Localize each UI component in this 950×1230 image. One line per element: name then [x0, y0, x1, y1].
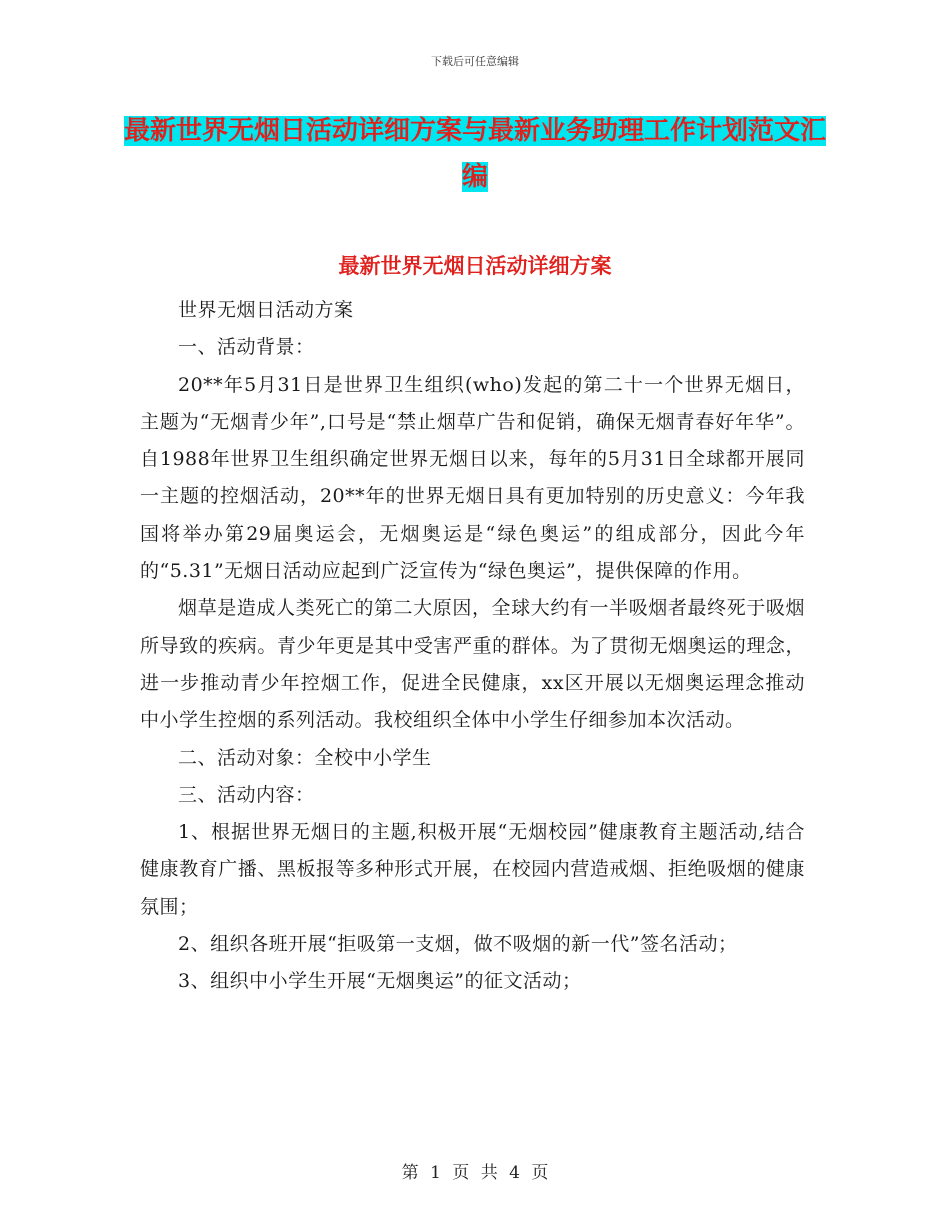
- page-number: 第 1 页 共 4 页: [401, 1163, 549, 1183]
- paragraph: 二、活动对象：全校中小学生: [178, 746, 432, 769]
- paragraph: 1、根据世界无烟日的主题,积极开展“无烟校园”健康教育主题活动,结合健康教育广播、黑板报等多种形式开展，在校园内营造戒烟、拒绝吸烟的健康氛围；: [140, 821, 805, 918]
- header-note: 下载后可任意编辑: [431, 55, 519, 68]
- section-title: 最新世界无烟日活动详细方案: [338, 253, 612, 278]
- document-title-text: 最新世界无烟日活动详细方案与最新业务助理工作计划范文汇编: [123, 116, 826, 192]
- paragraph: 世界无烟日活动方案: [178, 299, 354, 321]
- paragraph: 3、组织中小学生开展“无烟奥运”的征文活动；: [178, 970, 582, 993]
- document-body: [140, 292, 805, 1001]
- paragraph: 一、活动背景：: [178, 336, 315, 359]
- paragraph: 2、组织各班开展“拒吸第一支烟，做不吸烟的新一代”签名活动；: [178, 933, 738, 956]
- paragraph: 三、活动内容：: [178, 783, 315, 806]
- document-title: [120, 108, 830, 200]
- paragraph: 烟草是造成人类死亡的第二大原因，全球大约有一半吸烟者最终死于吸烟所导致的疾病。青少年更是其中受害严重的群体。为了贯彻无烟奥运的理念，进一步推动青少年控烟工作，促进全民健康，xx区开展以无烟奥运理念推动中小学生控烟的系列活动。我校组织全体中小学生仔细参加本次活动。: [140, 597, 805, 732]
- paragraph: 20**年5月31日是世界卫生组织(who)发起的第二十一个世界无烟日，主题为“无烟青少年”,口号是“禁止烟草广告和促销，确保无烟青春好年华”。 自1988年世界卫生组织确定世界无烟日以来，每年的5月31日全球都开展同一主题的控烟活动，20**年的世界无烟日具有更加特别的历史意义：今年我国将举办第29届奥运会，无烟奥运是“绿色奥运”的组成部分，因此今年的“5.31”无烟日活动应起到广泛宣传为“绿色奥运”，提供保障的作用。: [140, 373, 805, 583]
